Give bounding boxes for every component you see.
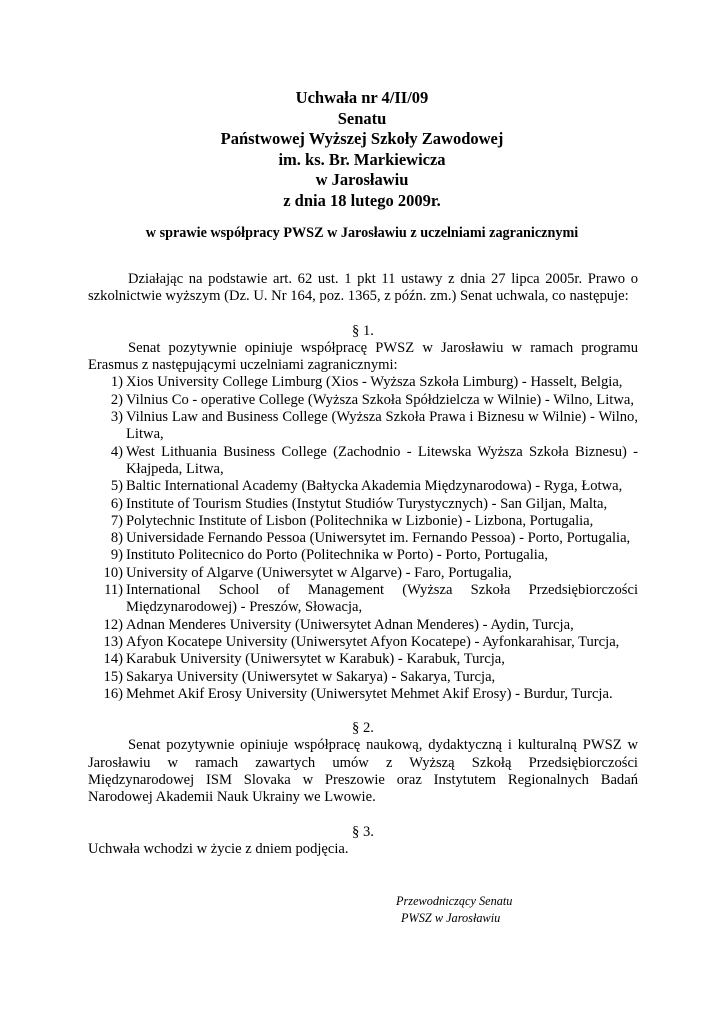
list-item-number: 3): [110, 409, 123, 426]
list-item-number: 14): [103, 651, 123, 668]
list-item: [88, 617, 638, 634]
list-item-number: 1): [110, 374, 123, 391]
list-item-text: Vilnius Co - operative College (Wyższa Szkoła Spółdzielcza w Wilnie) - Wilno, Litwa,: [126, 391, 634, 408]
list-item: [88, 582, 638, 617]
list-item-number: 7): [110, 512, 123, 529]
list-item: [88, 513, 638, 530]
list-item: [88, 478, 638, 495]
section-3-text: Uchwała wchodzi w życie z dniem podjęcia.: [88, 840, 349, 857]
preamble: Działając na podstawie art. 62 ust. 1 pkt 11 ustawy z dnia 27 lipca 2005r. Prawo o szkolnictwie wyższym (Dz. U. Nr 164, poz. 1365, z późn. zm.) Senat uchwala, co następuje:: [88, 271, 638, 305]
institution-patron: im. ks. Br. Markiewicza: [278, 149, 446, 169]
list-item-text: Sakarya University (Uniwersytet w Sakarya) - Sakarya, Turcja,: [126, 668, 496, 685]
resolution-body: Senatu: [337, 108, 387, 128]
list-item-text: International School of Management (Wyższa Szkoła Przedsiębiorczości Międzynarodowej) - Preszów, Słowacja,: [126, 582, 638, 616]
list-item-text: Universidade Fernando Pessoa (Uniwersytet im. Fernando Pessoa) - Porto, Portugalia,: [126, 530, 631, 547]
institution-city: w Jarosławiu: [315, 170, 409, 189]
list-item-number: 13): [103, 633, 123, 650]
list-item-text: Vilnius Law and Business College (Wyższa Szkoła Prawa i Biznesu w Wilnie) - Wilno, Litwa,: [126, 409, 638, 443]
list-item-text: University of Algarve (Uniwersytet w Algarve) - Faro, Portugalia,: [126, 564, 512, 581]
resolution-number: Uchwała nr 4/II/09: [295, 88, 429, 107]
resolution-header: [0, 88, 724, 211]
list-item: [88, 686, 638, 703]
list-item-number: 2): [110, 391, 123, 408]
list-item-number: 15): [103, 668, 123, 685]
list-item-text: Afyon Kocatepe University (Uniwersytet Afyon Kocatepe) - Ayfonkarahisar, Turcja,: [126, 633, 620, 650]
list-item-text: Karabuk University (Uniwersytet w Karabuk) - Karabuk, Turcja,: [126, 651, 505, 668]
list-item-number: 10): [103, 564, 123, 581]
list-item-text: Adnan Menderes University (Uniwersytet Adnan Menderes) - Aydin, Turcja,: [126, 616, 574, 633]
list-item-number: 16): [103, 685, 123, 702]
list-item: [88, 374, 638, 391]
list-item: [88, 392, 638, 409]
list-item: [88, 565, 638, 582]
list-item: [88, 547, 638, 564]
list-item: [88, 530, 638, 547]
list-item: [88, 409, 638, 444]
list-item: [88, 444, 638, 479]
list-item-number: 6): [110, 495, 123, 512]
list-item-text: West Lithuania Business College (Zachodnio - Litewska Wyższa Szkoła Biznesu) - Kłajpeda, Litwa,: [126, 443, 638, 477]
list-item-number: 12): [103, 616, 123, 633]
list-item: [88, 634, 638, 651]
list-item-number: 9): [110, 547, 123, 564]
signature-title: Przewodniczący Senatu: [396, 894, 513, 908]
section-2-text: Senat pozytywnie opiniuje współpracę naukową, dydaktyczną i kulturalną PWSZ w Jarosławiu w ramach zawartych umów z Wyższą Szkołą Przedsiębiorczości Międzynarodowej ISM Slovaka w Preszowie oraz Instytutem Regionalnych Badań Narodowej Akademii Nauk Ukrainy we Lwowie.: [88, 737, 638, 806]
resolution-subject: w sprawie współpracy PWSZ w Jarosławiu z uczelniami zagranicznymi: [145, 225, 579, 241]
signature-institution: PWSZ w Jarosławiu: [401, 911, 501, 925]
section-1-intro: Senat pozytywnie opiniuje współpracę PWSZ w Jarosławiu w ramach programu Erasmus z następującymi uczelniami zagranicznymi:: [88, 339, 638, 374]
list-item: [88, 669, 638, 686]
partner-universities-list: [88, 374, 638, 703]
signature-block: [396, 893, 596, 927]
list-item-text: Xios University College Limburg (Xios - Wyższa Szkoła Limburg) - Hasselt, Belgia,: [126, 374, 623, 391]
section-1-mark: § 1.: [352, 322, 374, 339]
list-item-text: Baltic International Academy (Bałtycka Akademia Międzynarodowa) - Ryga, Łotwa,: [126, 478, 623, 495]
section-2-mark: § 2.: [352, 720, 374, 737]
list-item-text: Mehmet Akif Erosy University (Uniwersytet Mehmet Akif Erosy) - Burdur, Turcja.: [126, 685, 613, 702]
section-3-mark: § 3.: [352, 823, 374, 840]
resolution-date: z dnia 18 lutego 2009r.: [283, 190, 441, 210]
list-item-number: 4): [110, 443, 123, 460]
list-item: [88, 496, 638, 513]
document-body: [88, 271, 638, 858]
list-item-text: Instituto Politecnico do Porto (Politechnika w Porto) - Porto, Portugalia,: [126, 547, 548, 564]
list-item-number: 11): [104, 582, 123, 599]
list-item-text: Institute of Tourism Studies (Instytut Studiów Turystycznych) - San Giljan, Malta,: [126, 495, 608, 512]
list-item-text: Polytechnic Institute of Lisbon (Politechnika w Lizbonie) - Lizbona, Portugalia,: [126, 512, 594, 529]
institution-name: Państwowej Wyższej Szkoły Zawodowej: [220, 129, 504, 148]
list-item: [88, 651, 638, 668]
list-item-number: 5): [110, 478, 123, 495]
list-item-number: 8): [110, 530, 123, 547]
